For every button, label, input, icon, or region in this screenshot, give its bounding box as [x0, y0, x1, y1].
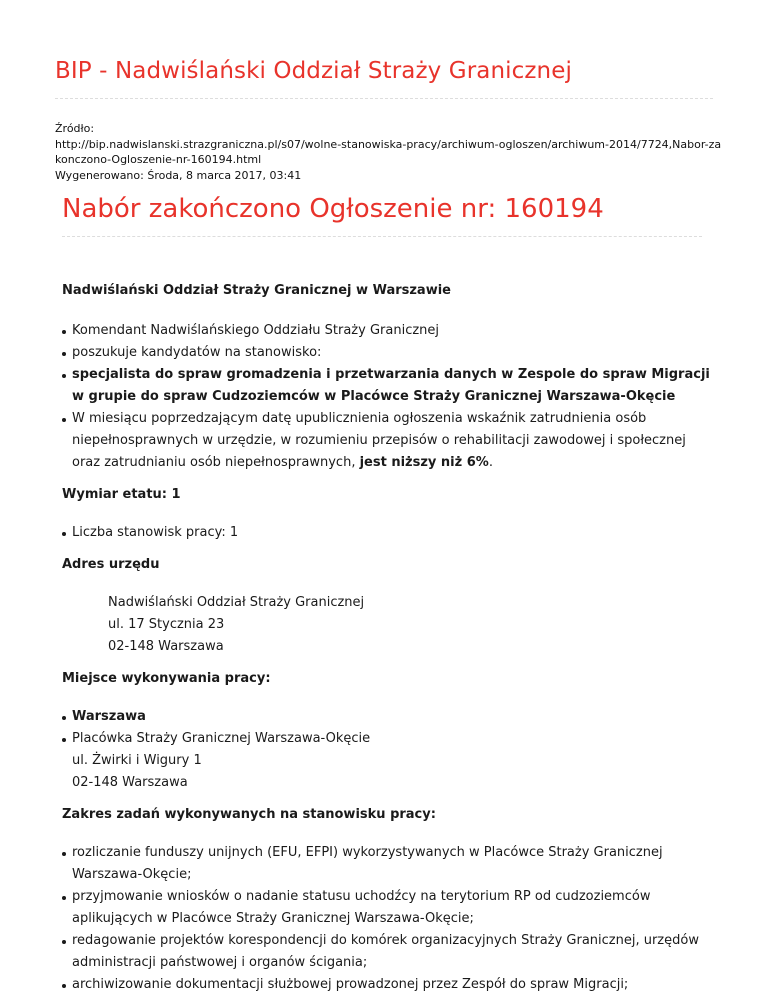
- office-heading: Nadwiślański Oddział Straży Granicznej w Warszawie: [62, 283, 451, 298]
- workplace-city-line: 02-148 Warszawa: [72, 775, 188, 790]
- duty-item: archiwizowanie dokumentacji służbowej prowadzonej przez Zespół do spraw Migracji;: [62, 974, 712, 996]
- positions-list: [62, 522, 712, 544]
- duty-item: redagowanie projektów korespondencji do komórek organizacyjnych Straży Granicznej, urzędów administracji państwowej i organów ścigania;: [62, 930, 712, 974]
- workplace-name: Placówka Straży Granicznej Warszawa-Okęcie: [72, 731, 371, 746]
- address-street: ul. 17 Stycznia 23: [108, 617, 225, 632]
- workplace-address: [62, 728, 712, 794]
- duties-heading: Zakres zadań wykonywanych na stanowisku pracy:: [62, 807, 436, 822]
- disability-rate: jest niższy niż 6%: [359, 455, 489, 470]
- document-content: [62, 280, 712, 996]
- source-label: Źródło:: [55, 122, 95, 135]
- address-name: Nadwiślański Oddział Straży Granicznej: [108, 595, 365, 610]
- position-title: specjalista do spraw gromadzenia i przetwarzania danych w Zespole do spraw Migracji w grupie do spraw Cudzoziemców w Placówce Straży Granicznej Warszawa-Okęcie: [62, 364, 712, 408]
- duty-item: przyjmowanie wniosków o nadanie statusu uchodźcy na terytorium RP od cudzoziemców aplikujących w Placówce Straży Granicznej Warszawa-Okęcie;: [62, 886, 712, 930]
- list-item: Komendant Nadwiślańskiego Oddziału Straży Granicznej: [62, 320, 712, 342]
- document-title: Nabór zakończono Ogłoszenie nr: 160194: [62, 194, 604, 224]
- duty-item: rozliczanie funduszy unijnych (EFU, EFPI) wykorzystywanych w Placówce Straży Granicznej Warszawa-Okęcie;: [62, 842, 712, 886]
- workplace-city: Warszawa: [62, 706, 712, 728]
- workplace-street: ul. Żwirki i Wigury 1: [72, 753, 202, 768]
- address-heading: Adres urzędu: [62, 557, 160, 572]
- list-item: poszukuje kandydatów na stanowisko:: [62, 342, 712, 364]
- source-url[interactable]: http://bip.nadwislanski.strazgraniczna.pl/s07/wolne-stanowiska-pracy/archiwum-ogloszen/archiwum-2014/7724,Nabor-zakonczono-Ogloszenie-nr-160194.html: [55, 137, 722, 166]
- workplace-list: [62, 706, 712, 794]
- duties-list: [62, 842, 712, 996]
- site-title: BIP - Nadwiślański Oddział Straży Granicznej: [55, 58, 572, 84]
- print-meta: [55, 121, 725, 183]
- etat-heading: Wymiar etatu: 1: [62, 487, 181, 502]
- generated-date: Wygenerowano: Środa, 8 marca 2017, 03:41: [55, 168, 302, 182]
- title-divider: [62, 236, 702, 237]
- header-divider: [55, 98, 713, 99]
- workplace-heading: Miejsce wykonywania pracy:: [62, 671, 271, 686]
- list-item: Liczba stanowisk pracy: 1: [62, 522, 712, 544]
- disability-end: .: [488, 455, 493, 470]
- intro-list: [62, 320, 712, 474]
- office-address: [62, 592, 712, 658]
- disability-note: [62, 408, 712, 474]
- address-city: 02-148 Warszawa: [108, 639, 224, 654]
- disability-text: W miesiącu poprzedzającym datę upublicznienia ogłoszenia wskaźnik zatrudnienia osób niepełnosprawnych w urzędzie, w rozumieniu przepisów o rehabilitacji zawodowej i społecznej oraz zatrudnianiu osób niepełnosprawnych,: [72, 411, 686, 470]
